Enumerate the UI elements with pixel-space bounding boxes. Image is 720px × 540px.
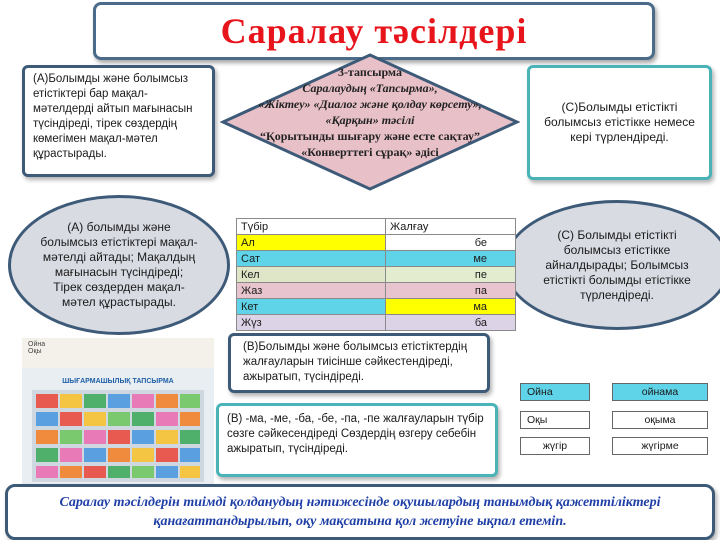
table-header-row xyxy=(237,219,516,235)
task-methods-line4: “Қорытынды шығару және есте сақтау” xyxy=(260,129,480,143)
table-row xyxy=(237,235,516,251)
table-cell-root: Ал xyxy=(237,235,386,251)
group-c-task-box xyxy=(527,65,712,180)
table-cell-suffix: па xyxy=(386,283,516,299)
table-row xyxy=(237,315,516,331)
table-cell-suffix: ба xyxy=(386,315,516,331)
table-cell-root: Сат xyxy=(237,251,386,267)
table-cell-root: Кет xyxy=(237,299,386,315)
group-c-task-text: (С)Болымды етістікті болымсыз етістікке немесе кері түрлендіреді. xyxy=(544,100,695,144)
worksheet-line1: Ойна xyxy=(28,341,46,348)
pair-right-1-text: ойнама xyxy=(641,386,679,398)
puzzle-grid-image xyxy=(32,390,204,482)
group-b-detail-box xyxy=(216,403,498,477)
table-header-root: Түбір xyxy=(237,219,386,235)
task-number: 3-тапсырма xyxy=(337,65,403,79)
task-methods-line5: «Конверттегі сұрақ» әдісі xyxy=(301,145,439,159)
group-b-task-box xyxy=(228,333,490,393)
table-row xyxy=(237,283,516,299)
group-b-detail-text: (В) -ма, -ме, -ба, -бе, -па, -пе жалғауларын түбір сөзге сәйкесендіреді Сөздердің өзгеру себебін ажыратып, түсіндіреді. xyxy=(227,413,484,455)
pair-left-1 xyxy=(520,383,590,401)
worksheet-heading: ШЫҒАРМАШЫЛЫҚ ТАПСЫРМА xyxy=(62,378,174,385)
pair-right-2 xyxy=(612,411,708,429)
pair-left-3-text: жүгір xyxy=(542,440,568,452)
table-cell-root: Жаз xyxy=(237,283,386,299)
table-header-suffix: Жалғау xyxy=(386,219,516,235)
group-c-oval-text: (С) Болымды етістікті болымсыз етістікке айналдырады; Болымсыз етістікті болымды етістікке түрлендіреді. xyxy=(543,227,691,302)
table-cell-suffix: ма xyxy=(386,299,516,315)
table-row xyxy=(237,299,516,315)
table-cell-root: Жүз xyxy=(237,315,386,331)
page-title: Саралау тәсілдері xyxy=(93,2,655,60)
worksheet-photo xyxy=(22,338,214,486)
pair-left-2-text: Оқы xyxy=(527,414,548,426)
pair-left-1-text: Ойна xyxy=(527,386,553,398)
table-row xyxy=(237,251,516,267)
group-c-oval xyxy=(503,200,720,330)
summary-text: Саралау тәсілдерін тиімді қолданудың нәтижесінде оқушылардың танымдық қажеттіліктері қанағаттандырылып, оқу мақсатына қол жетуіне ықпал етеміп. xyxy=(59,495,661,529)
task-methods-line2: «Жіктеу» «Диалог және қолдау көрсету», xyxy=(258,97,482,111)
root-suffix-table xyxy=(236,218,516,331)
pair-right-2-text: оқыма xyxy=(644,414,676,426)
group-a-oval-text: (А) болымды және болымсыз етістіктері мақал-мәтелді айтады; Мақалдың мағынасын түсіндіреді; Тірек сөздерден мақал-мәтел құрастырады. xyxy=(40,220,198,309)
pair-left-3 xyxy=(520,437,590,455)
group-b-task-text: (В)Болымды және болымсыз етістіктердің жалғауларын тиісінше сәйкестендіреді, ажыратып, түсіндіреді. xyxy=(243,341,468,383)
table-cell-suffix: бе xyxy=(386,235,516,251)
pair-right-1 xyxy=(612,383,708,401)
worksheet-line2: Оқы xyxy=(28,348,42,355)
table-cell-suffix: ме xyxy=(386,251,516,267)
word-pairs xyxy=(520,383,712,463)
pair-left-2 xyxy=(520,411,590,429)
group-a-oval xyxy=(8,195,230,335)
task-methods-line1: Саралаудың «Тапсырма», xyxy=(302,81,438,95)
table-row xyxy=(237,267,516,283)
table-cell-root: Кел xyxy=(237,267,386,283)
task-diamond-text xyxy=(220,64,520,160)
group-a-task-text: (А)Болымды және болымсыз етістіктері бар мақал-мәтелдерді айтып мағынасын түсіндіреді, тірек сөздердің көмегімен мақал-мәтел құрастырады. xyxy=(33,73,193,160)
pair-right-3-text: жүгірме xyxy=(641,440,679,452)
table-cell-suffix: пе xyxy=(386,267,516,283)
group-a-task-box xyxy=(22,65,215,177)
summary-banner xyxy=(5,484,715,540)
task-methods-line3: «Қарқын» тәсілі xyxy=(325,113,415,127)
pair-right-3 xyxy=(612,437,708,455)
